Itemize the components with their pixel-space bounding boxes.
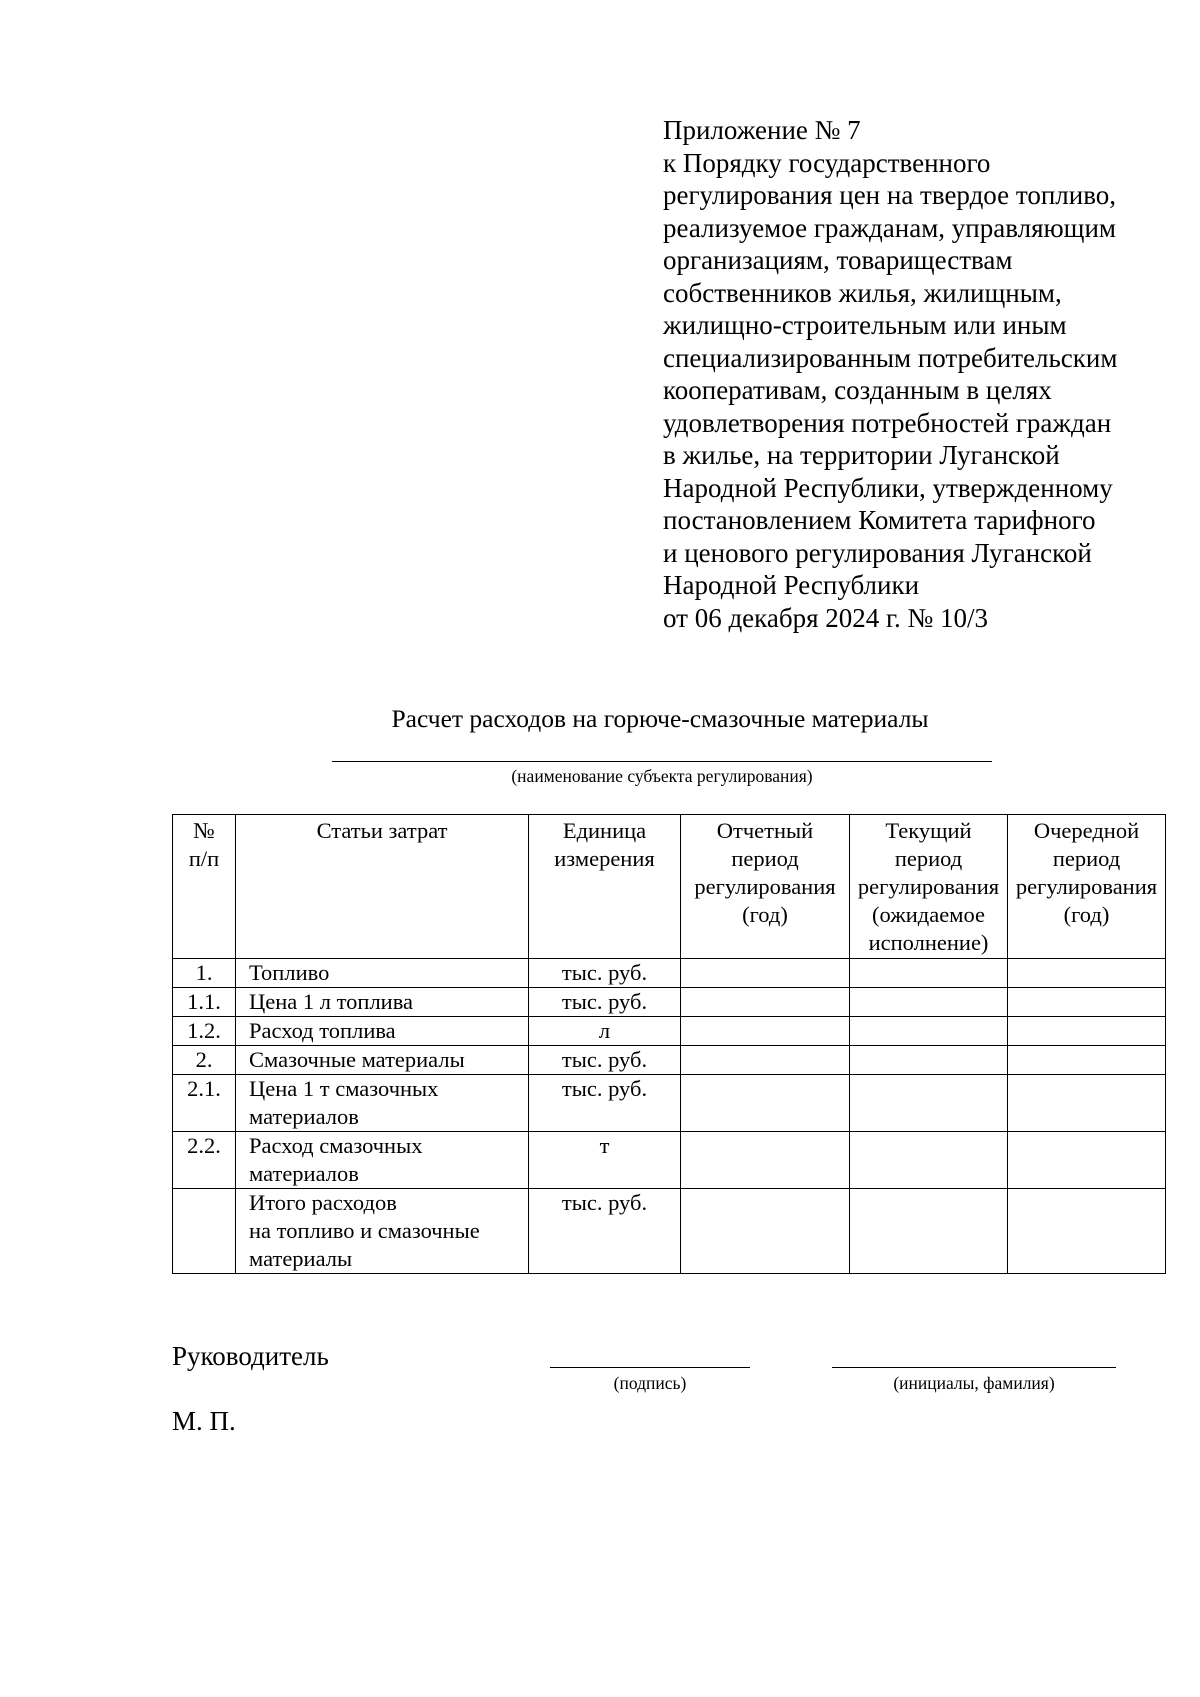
cost-table	[172, 814, 1166, 1274]
appendix-line: кооперативам, созданным в целях	[663, 375, 1052, 405]
name-line	[832, 1367, 1116, 1368]
row-number	[173, 1189, 236, 1274]
header-line: Статьи затрат	[316, 818, 448, 843]
header-line: период	[894, 846, 963, 871]
item-name-line: материалов	[249, 1161, 359, 1186]
cell-next	[1008, 1132, 1166, 1189]
cell-next	[1008, 1189, 1166, 1274]
item-name-line: Цена 1 т смазочных	[249, 1076, 439, 1101]
appendix-line: собственников жилья, жилищным,	[663, 277, 1062, 308]
table-row	[173, 988, 1166, 1017]
header-item	[236, 815, 529, 959]
row-item-name	[236, 1189, 529, 1274]
row-number: 2.	[173, 1046, 236, 1075]
signature-line	[550, 1367, 750, 1368]
table-row	[173, 1075, 1166, 1132]
header-line: регулирования	[1015, 874, 1158, 899]
item-name-line: Топливо	[249, 960, 330, 985]
stamp-label: М. П.	[172, 1406, 236, 1436]
row-number: 1.	[173, 959, 236, 988]
appendix-line: Народной Республики, утвержденному	[663, 472, 1113, 503]
appendix-line: организациям, товариществам	[663, 245, 1013, 275]
appendix-line: постановлением Комитета тарифного	[663, 505, 1096, 535]
signature-caption: (подпись)	[613, 1373, 687, 1393]
cell-next	[1008, 988, 1166, 1017]
row-unit: тыс. руб.	[529, 988, 681, 1017]
appendix-line: в жилье, на территории Луганской	[663, 440, 1060, 470]
head-signature-label: Руководитель	[172, 1341, 329, 1371]
cell-reported	[681, 1075, 850, 1132]
cell-current	[850, 1132, 1008, 1189]
header-line: период	[1052, 846, 1121, 871]
appendix-line: и ценового регулирования Луганской	[663, 537, 1092, 568]
cell-reported	[681, 1189, 850, 1274]
header-next-period	[1008, 815, 1166, 959]
header-line: №	[193, 818, 215, 843]
item-name-line: Расход топлива	[249, 1018, 396, 1043]
subject-caption: (наименование субъекта регулирования)	[511, 766, 813, 786]
header-line: Отчетный	[716, 818, 814, 843]
appendix-line: к Порядку государственного	[663, 147, 991, 178]
table-row	[173, 959, 1166, 988]
row-unit: тыс. руб.	[529, 1075, 681, 1132]
cell-reported	[681, 1132, 850, 1189]
cell-current	[850, 1189, 1008, 1274]
row-number: 2.2.	[173, 1132, 236, 1189]
appendix-line: Народной Республики	[663, 570, 920, 600]
cell-reported	[681, 959, 850, 988]
row-item-name	[236, 1132, 529, 1189]
item-name-line: Расход смазочных	[249, 1133, 423, 1158]
row-item-name	[236, 988, 529, 1017]
cell-reported	[681, 1017, 850, 1046]
cell-current	[850, 1017, 1008, 1046]
name-caption: (инициалы, фамилия)	[893, 1373, 1055, 1393]
item-name-line: Итого расходов	[249, 1190, 397, 1215]
cell-next	[1008, 1075, 1166, 1132]
header-num	[173, 815, 236, 959]
cell-current	[850, 1075, 1008, 1132]
item-name-line: Смазочные материалы	[249, 1047, 465, 1072]
cell-next	[1008, 959, 1166, 988]
item-name-line: материалы	[249, 1246, 353, 1271]
header-line: регулирования	[857, 874, 1000, 899]
row-unit: т	[529, 1132, 681, 1189]
cell-next	[1008, 1017, 1166, 1046]
row-unit: л	[529, 1017, 681, 1046]
document-title: Расчет расходов на горюче-смазочные материалы	[391, 704, 929, 733]
table-row	[173, 1132, 1166, 1189]
row-item-name	[236, 959, 529, 988]
appendix-line: специализированным потребительским	[663, 342, 1118, 373]
item-name-line: на топливо и смазочные	[249, 1218, 480, 1243]
table-header-row	[173, 815, 1166, 959]
header-line: п/п	[188, 846, 220, 871]
header-line: Очередной	[1033, 818, 1140, 843]
header-line: период	[731, 846, 799, 871]
row-number: 1.2.	[173, 1017, 236, 1046]
cell-reported	[681, 1046, 850, 1075]
cell-current	[850, 988, 1008, 1017]
subject-name-line	[332, 761, 992, 762]
header-line: исполнение)	[868, 930, 989, 955]
table-row	[173, 1046, 1166, 1075]
row-unit: тыс. руб.	[529, 959, 681, 988]
appendix-line: регулирования цен на твердое топливо,	[663, 180, 1117, 210]
item-name-line: Цена 1 л топлива	[249, 989, 414, 1014]
table-row	[173, 1017, 1166, 1046]
row-unit: тыс. руб.	[529, 1189, 681, 1274]
row-number: 2.1.	[173, 1075, 236, 1132]
header-line: регулирования	[694, 874, 836, 899]
row-item-name	[236, 1075, 529, 1132]
header-line: измерения	[554, 846, 655, 871]
header-current-period	[850, 815, 1008, 959]
appendix-note	[663, 114, 1163, 634]
row-number: 1.1.	[173, 988, 236, 1017]
table-row	[173, 1189, 1166, 1274]
header-line: (ожидаемое	[872, 902, 985, 927]
header-line: Текущий	[885, 818, 972, 843]
cell-reported	[681, 988, 850, 1017]
row-unit: тыс. руб.	[529, 1046, 681, 1075]
row-item-name	[236, 1046, 529, 1075]
header-line: Единица	[562, 818, 647, 843]
header-unit	[529, 815, 681, 959]
cell-current	[850, 959, 1008, 988]
cell-current	[850, 1046, 1008, 1075]
header-reported-period	[681, 815, 850, 959]
row-item-name	[236, 1017, 529, 1046]
cell-next	[1008, 1046, 1166, 1075]
appendix-line: удовлетворения потребностей граждан	[663, 407, 1112, 438]
appendix-line: от 06 декабря 2024 г. № 10/3	[663, 602, 989, 633]
item-name-line: материалов	[249, 1104, 359, 1129]
header-line: (год)	[1063, 902, 1110, 927]
appendix-line: реализуемое гражданам, управляющим	[663, 212, 1117, 243]
appendix-line: Приложение № 7	[663, 115, 861, 145]
header-line: (год)	[742, 902, 788, 927]
appendix-line: жилищно-строительным или иным	[663, 310, 1067, 340]
